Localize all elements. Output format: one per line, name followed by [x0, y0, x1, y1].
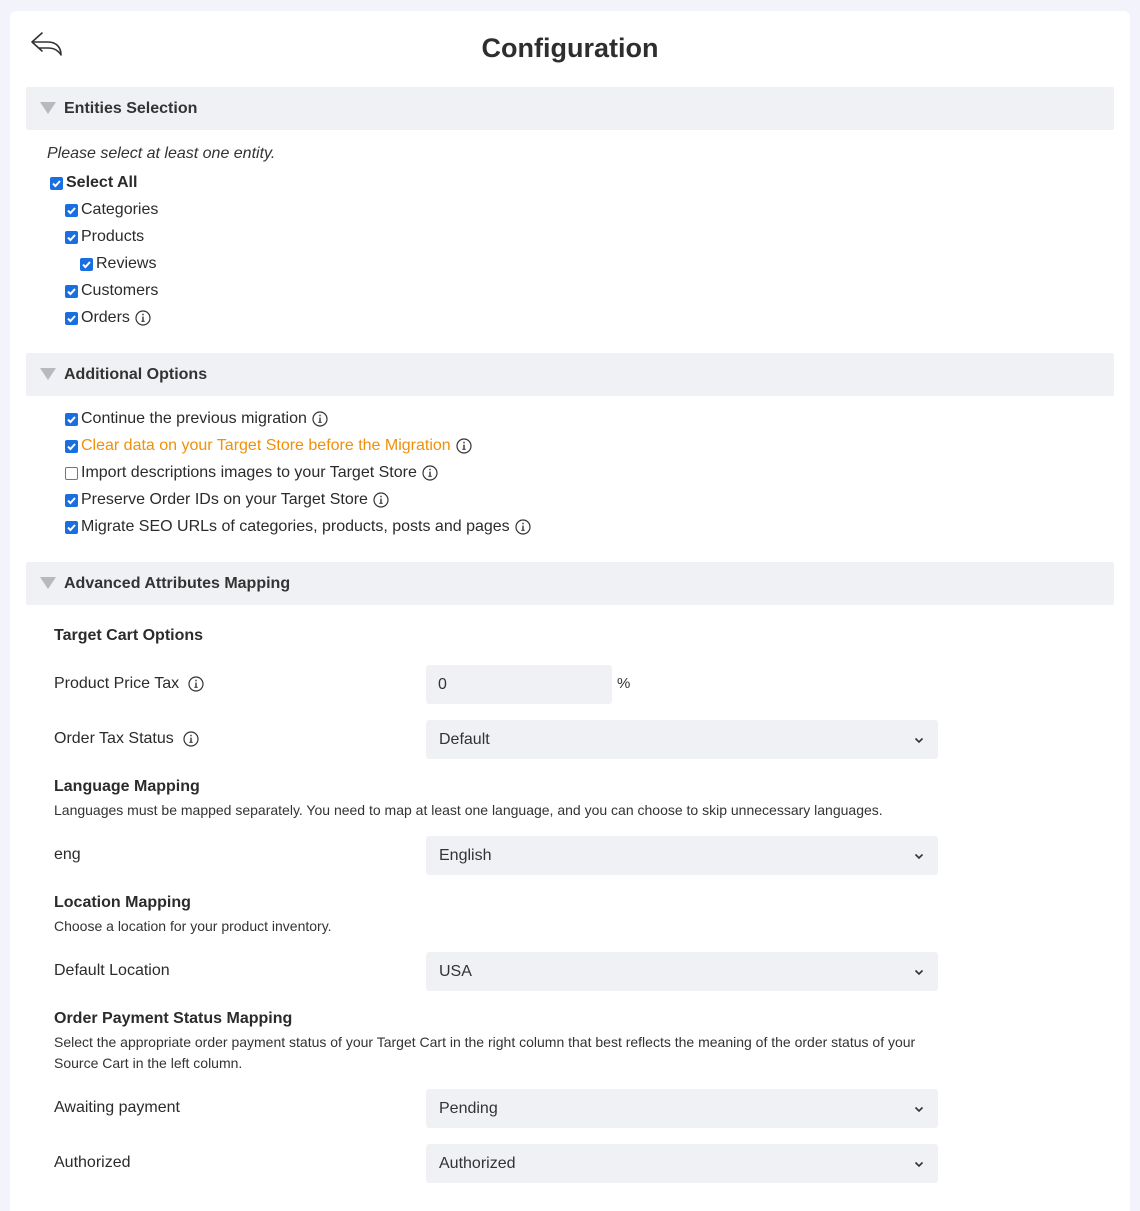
entity-orders[interactable]: [65, 307, 151, 329]
checkbox-checked-icon[interactable]: [80, 258, 93, 271]
section-header-additional[interactable]: [26, 353, 1114, 396]
select-value: Pending: [439, 1099, 498, 1117]
checkbox-checked-icon[interactable]: [65, 440, 78, 453]
percent-unit: %: [617, 675, 631, 692]
info-icon[interactable]: [183, 731, 199, 747]
info-icon[interactable]: [373, 492, 389, 508]
order-tax-status-label: [54, 728, 199, 750]
language-source-label: eng: [54, 846, 81, 863]
section-title: Advanced Attributes Mapping: [64, 575, 291, 592]
checkbox-checked-icon[interactable]: [65, 231, 78, 244]
chevron-down-icon: [913, 734, 925, 746]
checkbox-label: Import descriptions images to your Target Store: [81, 464, 417, 481]
entities-note: Please select at least one entity.: [47, 145, 276, 162]
language-select[interactable]: [426, 836, 938, 875]
default-location-label: Default Location: [54, 962, 170, 979]
entity-categories[interactable]: [65, 199, 158, 221]
select-value: Authorized: [439, 1154, 516, 1172]
page-title: Configuration: [481, 33, 659, 63]
checkbox-checked-icon[interactable]: [65, 285, 78, 298]
configuration-card: [10, 11, 1130, 1211]
entity-select-all[interactable]: [50, 172, 137, 194]
checkbox-label: Customers: [81, 282, 159, 299]
info-icon[interactable]: [135, 310, 151, 326]
option-clear-data[interactable]: [65, 435, 472, 457]
checkbox-checked-icon[interactable]: [65, 204, 78, 217]
checkbox-label: Preserve Order IDs on your Target Store: [81, 491, 368, 508]
entity-reviews[interactable]: [80, 253, 156, 275]
option-continue-migration[interactable]: [65, 408, 328, 430]
section-header-entities[interactable]: [26, 87, 1114, 130]
select-value: Default: [439, 730, 490, 748]
section-title: Additional Options: [64, 366, 208, 383]
info-icon[interactable]: [312, 411, 328, 427]
info-icon[interactable]: [456, 438, 472, 454]
payment-source-authorized: Authorized: [54, 1154, 131, 1171]
chevron-down-icon: [913, 1158, 925, 1170]
info-icon[interactable]: [515, 519, 531, 535]
field-label-text: Order Tax Status: [54, 730, 174, 747]
select-value: English: [439, 846, 492, 864]
info-icon[interactable]: [422, 465, 438, 481]
location-mapping-title: Location Mapping: [54, 894, 191, 911]
payment-status-select-authorized[interactable]: [426, 1144, 938, 1183]
chevron-down-icon: [913, 850, 925, 862]
checkbox-unchecked-icon[interactable]: [65, 467, 78, 480]
checkbox-label: Reviews: [96, 255, 157, 272]
option-import-desc-images[interactable]: [65, 462, 438, 484]
option-preserve-order-ids[interactable]: [65, 489, 389, 511]
select-value: USA: [439, 962, 472, 980]
collapse-triangle-icon: [40, 102, 56, 114]
payment-mapping-desc: Select the appropriate order payment status of your Target Cart in the right column that best reflects the meaning of the order status of your Source Cart in the left column.: [54, 1034, 916, 1071]
checkbox-label: Migrate SEO URLs of categories, products, posts and pages: [81, 518, 510, 535]
checkbox-checked-icon[interactable]: [65, 413, 78, 426]
info-icon[interactable]: [188, 676, 204, 692]
chevron-down-icon: [913, 966, 925, 978]
product-price-tax-label: [54, 673, 204, 695]
checkbox-label: Categories: [81, 201, 159, 218]
entity-products[interactable]: [65, 226, 144, 248]
entity-customers[interactable]: [65, 280, 158, 302]
target-cart-options-title: Target Cart Options: [54, 627, 204, 644]
option-migrate-seo-urls[interactable]: [65, 516, 531, 538]
payment-source-awaiting: Awaiting payment: [54, 1099, 180, 1116]
checkbox-label: Orders: [81, 309, 130, 326]
language-mapping-title: Language Mapping: [54, 778, 200, 795]
checkbox-checked-icon[interactable]: [65, 312, 78, 325]
payment-mapping-title: Order Payment Status Mapping: [54, 1010, 293, 1027]
default-location-select[interactable]: [426, 952, 938, 991]
language-mapping-desc: Languages must be mapped separately. You need to map at least one language, and you can choose to skip unnecessary languages.: [54, 802, 883, 818]
checkbox-label: Continue the previous migration: [81, 410, 307, 427]
location-mapping-desc: Choose a location for your product inventory.: [54, 918, 332, 934]
checkbox-label: Products: [81, 228, 145, 245]
payment-status-select-awaiting[interactable]: [426, 1089, 938, 1128]
order-tax-status-select[interactable]: [426, 720, 938, 759]
field-label-text: Product Price Tax: [54, 675, 180, 692]
section-title: Entities Selection: [64, 100, 198, 117]
checkbox-checked-icon[interactable]: [65, 494, 78, 507]
collapse-triangle-icon: [40, 368, 56, 380]
checkbox-label: Select All: [66, 174, 138, 191]
checkbox-checked-icon[interactable]: [65, 521, 78, 534]
section-header-advanced[interactable]: [26, 562, 1114, 605]
checkbox-label-warning: Clear data on your Target Store before the Migration: [81, 437, 451, 454]
chevron-down-icon: [913, 1103, 925, 1115]
collapse-triangle-icon: [40, 577, 56, 589]
product-price-tax-input[interactable]: 0: [426, 665, 612, 704]
checkbox-checked-icon[interactable]: [50, 177, 63, 190]
